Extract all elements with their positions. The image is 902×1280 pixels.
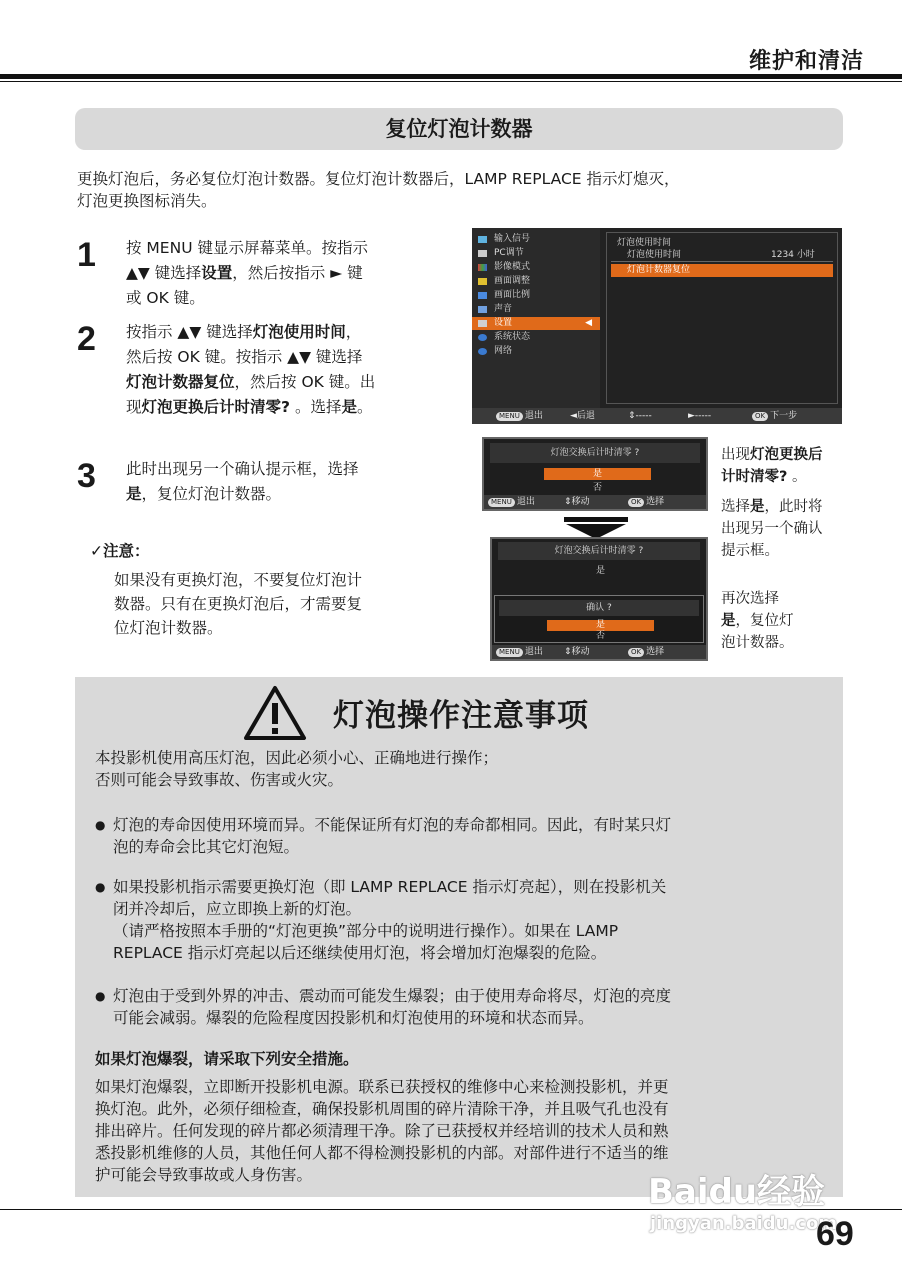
osd-item-label: 输入信号 <box>494 234 531 244</box>
ok-key-icon: OK <box>752 412 768 421</box>
bullet-line: REPLACE 指示灯亮起以后还继续使用灯泡，将会增加灯泡爆裂的危险。 <box>113 944 607 962</box>
step-line <box>126 320 446 345</box>
bullet-icon: ● <box>95 818 106 832</box>
bullet-line: （请严格按照本手册的“灯泡更换”部分中的说明进行操作）。如果在 LAMP <box>113 922 619 940</box>
menu-key-icon: MENU <box>496 412 523 421</box>
intro-line: 更换灯泡后，务必复位灯泡计数器。复位灯泡计数器后，LAMP REPLACE 指示灯熄灭， <box>77 170 680 188</box>
dialog-title: 灯泡交换后计时清零 ? <box>498 542 700 560</box>
bold-text: 计时清零? <box>721 469 788 485</box>
step-line: 此时出现另一个确认提示框，选择 <box>126 460 359 478</box>
osd-bar-label: ◄后退 <box>570 411 595 421</box>
bullet-line: 灯泡的寿命因使用环境而异。不能保证所有灯泡的寿命都相同。因此，有时某只灯 <box>113 816 672 834</box>
bold-text: 灯泡使用时间 <box>252 323 346 341</box>
step-line <box>126 482 446 507</box>
banner-title: 复位灯泡计数器 <box>385 117 533 141</box>
text: ，复位灯 <box>735 613 794 629</box>
side-line: 出现另一个确认 <box>721 521 823 537</box>
bullet-line: 灯泡由于受到外界的冲击、震动而可能发生爆裂；由于使用寿命将尽，灯泡的亮度 <box>113 987 672 1005</box>
bold-text: 灯泡更换后计时清零? <box>141 398 291 416</box>
confirm-dialog-2 <box>490 537 708 661</box>
para-line: 如果灯泡爆裂，立即断开投影机电源。联系已获授权的维修中心来检测投影机，并更 <box>95 1078 669 1096</box>
step-line <box>126 370 446 395</box>
osd-item-label: 设置 <box>494 318 513 328</box>
bar-label: ⇕移动 <box>564 647 590 657</box>
input-icon <box>478 236 487 243</box>
intro-line: 否则可能会导致事故、伤害或火灾。 <box>95 771 344 789</box>
text: 。 <box>787 469 807 485</box>
watermark-url: jingyan.baidu.com <box>650 1213 838 1234</box>
side-line <box>721 444 845 466</box>
intro-line: 灯泡更换图标消失。 <box>77 192 217 210</box>
warning-bullet <box>95 985 825 1029</box>
dialog-option-no: 否 <box>595 631 605 641</box>
step-line <box>126 395 446 420</box>
osd-item-label: 影像模式 <box>494 262 531 272</box>
osd-menu-item <box>472 303 600 316</box>
osd-item-label: 声音 <box>494 304 513 314</box>
text: ，复位灯泡计数器。 <box>141 485 282 503</box>
side-line <box>721 496 845 518</box>
text: 选择 <box>721 499 750 515</box>
dialog-option-yes: 是 <box>544 468 651 480</box>
osd-submenu-title: 灯泡使用时间 <box>617 238 672 248</box>
step-3-text <box>126 457 446 507</box>
text: ，然后按 OK 键。出 <box>234 373 376 391</box>
text: ，然后按指示 ► 键 <box>232 264 363 282</box>
text: 出现 <box>721 447 750 463</box>
step-line: 按 MENU 键显示屏幕菜单。按指示 <box>126 239 368 257</box>
osd-bar-label: 下一步 <box>770 411 798 421</box>
osd-lamp-reset-row: 灯泡计数器复位 <box>611 264 833 277</box>
note-line: 如果没有更换灯泡，不要复位灯泡计 <box>114 571 363 589</box>
intro-text <box>77 168 847 212</box>
text: 按指示 ▲▼ 键选择 <box>126 323 253 341</box>
note-line: 数器。只有在更换灯泡后，才需要复 <box>114 595 363 613</box>
dialog-guide-bar <box>484 495 706 509</box>
bold-text: 灯泡更换后 <box>750 447 823 463</box>
warning-triangle-icon <box>243 685 307 741</box>
bold-text: 灯泡计数器复位 <box>126 373 235 391</box>
warning-bullet <box>95 876 825 964</box>
osd-menu-item <box>472 345 600 358</box>
side-line: 提示框。 <box>721 543 779 559</box>
network-icon <box>478 348 487 355</box>
bullet-line: 泡的寿命会比其它灯泡短。 <box>113 838 300 856</box>
step-1-text <box>126 236 446 311</box>
osd-menu-item <box>472 275 600 288</box>
info-icon <box>478 334 487 341</box>
page-number: 69 <box>816 1215 854 1253</box>
text: ， <box>345 323 362 341</box>
sound-icon <box>478 306 487 313</box>
dialog-option-no: 否 <box>592 483 602 493</box>
bold-text: 是 <box>126 485 142 503</box>
para-line: 换灯泡。此外，必须仔细检查，确保投影机周围的碎片清除干净，并且吸气孔也没有 <box>95 1100 669 1118</box>
header-rule-thin <box>0 81 902 82</box>
side-note-3 <box>721 588 845 654</box>
step-2-text <box>126 320 446 420</box>
para-line: 排出碎片。任何发现的碎片都必须清理干净。除了已获授权并经培训的技术人员和熟 <box>95 1122 669 1140</box>
text: 现 <box>126 398 142 416</box>
osd-bar-label: ►----- <box>688 411 712 421</box>
osd-menu-item <box>472 247 600 260</box>
nested-confirm-box <box>494 595 704 643</box>
side-line: 再次选择 <box>721 591 779 607</box>
section-title: 维护和清洁 <box>748 49 864 74</box>
bold-text: 是 <box>750 499 765 515</box>
step-line: 然后按 OK 键。按指示 ▲▼ 键选择 <box>126 348 363 366</box>
confirm-dialog-1 <box>482 437 708 511</box>
safety-subheading: 如果灯泡爆裂，请采取下列安全措施。 <box>95 1050 359 1068</box>
bullet-line: 闭并冷却后，应立即换上新的灯泡。 <box>113 900 362 918</box>
ok-key-icon: OK <box>628 648 644 657</box>
arrow-left-icon: ◀ <box>585 318 592 328</box>
osd-guide-bar <box>472 408 842 424</box>
bar-label: 退出 <box>516 497 535 507</box>
osd-bar-label: 退出 <box>524 411 543 421</box>
pc-adjust-icon <box>478 250 487 257</box>
dialog-guide-bar <box>492 645 706 659</box>
osd-menu-item <box>472 289 600 302</box>
osd-item-label: 系统状态 <box>494 332 531 342</box>
bold-text: 是 <box>721 613 736 629</box>
osd-item-label: PC调节 <box>494 248 524 258</box>
bullet-line: 如果投影机指示需要更换灯泡（即 LAMP REPLACE 指示灯亮起），则在投影机关 <box>113 878 667 896</box>
osd-menu-item <box>472 331 600 344</box>
bullet-icon: ● <box>95 880 106 894</box>
bar-label: ⇕移动 <box>564 497 590 507</box>
setting-icon <box>478 320 487 327</box>
osd-menu-item <box>472 261 600 274</box>
text: 。选择 <box>290 398 342 416</box>
bullet-icon: ● <box>95 989 106 1003</box>
bar-label: 退出 <box>524 647 543 657</box>
aspect-ratio-icon <box>478 292 487 299</box>
watermark-brand: Baidu经验 <box>648 1172 826 1212</box>
text: ▲▼ 键选择 <box>126 264 202 282</box>
down-arrow-icon <box>560 517 632 539</box>
osd-item-label: 画面调整 <box>494 276 531 286</box>
note-label: ✓注意： <box>90 542 150 560</box>
osd-menu-screenshot <box>472 228 842 424</box>
note-line: 位灯泡计数器。 <box>114 619 223 637</box>
side-note-1 <box>721 444 845 488</box>
step-line <box>126 261 446 286</box>
side-line: 泡计数器。 <box>721 635 794 651</box>
ok-key-icon: OK <box>628 498 644 507</box>
bar-label: 选择 <box>646 497 665 507</box>
picture-adjust-icon <box>478 278 487 285</box>
note-text <box>114 568 444 640</box>
step-number: 1 <box>77 236 96 274</box>
text: 。 <box>356 398 373 416</box>
step-number: 3 <box>77 457 96 495</box>
side-line <box>721 610 845 632</box>
osd-submenu <box>606 232 838 404</box>
osd-menu-item <box>472 233 600 246</box>
nested-dialog-title: 确认 ? <box>499 600 699 616</box>
osd-lamp-time-row <box>611 249 833 262</box>
para-line: 护可能会导致事故或人身伤害。 <box>95 1166 313 1184</box>
menu-key-icon: MENU <box>488 498 515 507</box>
bar-label: 选择 <box>646 647 665 657</box>
osd-item-label: 画面比例 <box>494 290 531 300</box>
osd-item-label: 网络 <box>494 346 513 356</box>
dialog-option-yes: 是 <box>547 620 654 631</box>
intro-line: 本投影机使用高压灯泡，因此必须小心、正确地进行操作； <box>95 749 499 767</box>
warning-title: 灯泡操作注意事项 <box>333 698 589 734</box>
bullet-line: 可能会减弱。爆裂的危险程度因投影机和灯泡使用的环境和状态而异。 <box>113 1009 594 1027</box>
osd-menu-item-selected <box>472 317 600 330</box>
warning-bullet <box>95 814 825 858</box>
bold-text: 设置 <box>201 264 233 282</box>
side-note-2 <box>721 496 845 562</box>
osd-row-value: 1234 小时 <box>771 250 815 260</box>
menu-key-icon: MENU <box>496 648 523 657</box>
image-mode-icon <box>478 264 487 271</box>
side-line <box>721 466 845 488</box>
step-line: 或 OK 键。 <box>126 289 205 307</box>
dialog-title: 灯泡交换后计时清零 ? <box>490 443 700 463</box>
osd-row-label: 灯泡使用时间 <box>627 250 682 260</box>
bold-text: 是 <box>341 398 357 416</box>
warning-intro <box>95 747 825 791</box>
osd-bar-label: ⇕----- <box>628 411 652 421</box>
step-number: 2 <box>77 320 96 358</box>
dialog-option-yes: 是 <box>595 566 605 576</box>
osd-main-menu <box>472 228 600 408</box>
para-line: 悉投影机维修的人员，其他任何人都不得检测投影机的内部。对部件进行不适当的维 <box>95 1144 669 1162</box>
text: ，此时将 <box>764 499 823 515</box>
header-rule <box>0 74 902 79</box>
